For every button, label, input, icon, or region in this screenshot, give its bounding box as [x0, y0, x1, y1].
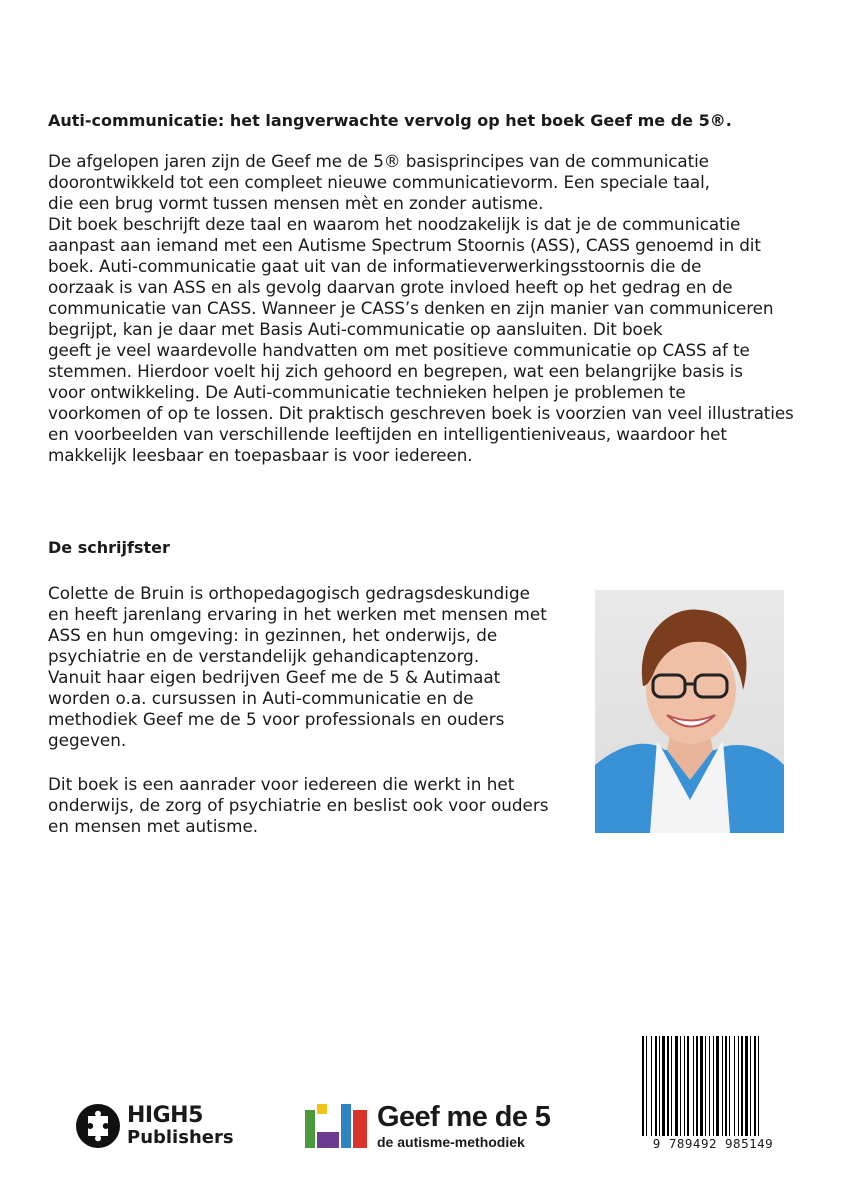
barcode-bar [687, 1036, 689, 1140]
barcode-bar [642, 1036, 644, 1140]
barcode-bar [655, 1036, 657, 1140]
barcode-bar [667, 1036, 669, 1140]
geef-me-de-5-logo [305, 1103, 550, 1149]
barcode-bar [684, 1036, 685, 1140]
barcode-bar [738, 1036, 739, 1140]
high5-publishers-logo [75, 1101, 234, 1151]
barcode-bar [754, 1036, 756, 1140]
barcode-bar [671, 1036, 672, 1140]
barcode-bar [734, 1036, 735, 1140]
barcode-bar [750, 1036, 751, 1140]
barcode-bar [651, 1036, 652, 1140]
barcode-bar [758, 1036, 759, 1140]
barcode-bar [696, 1036, 698, 1140]
colored-blocks-icon [305, 1104, 369, 1148]
barcode-bar [646, 1036, 647, 1140]
barcode-bar [662, 1036, 665, 1140]
geef-logo-line2: de autisme-methodiek [377, 1134, 525, 1150]
barcode-bar [693, 1036, 694, 1140]
barcode-bar [741, 1036, 743, 1140]
barcode-bar [716, 1036, 719, 1140]
barcode-bar [700, 1036, 703, 1140]
barcode-bar [705, 1036, 706, 1140]
geef-logo-line1: Geef me de 5 [377, 1101, 551, 1133]
barcode-bar [675, 1036, 678, 1140]
barcode-bar [725, 1036, 727, 1140]
isbn-number: 9 789492 985149 [638, 1136, 788, 1151]
author-photo [595, 590, 784, 833]
barcode-bar [729, 1036, 730, 1140]
barcode-bar [709, 1036, 710, 1140]
intro-title: Auti-communicatie: het langverwachte vervolg op het boek Geef me de 5®. [48, 111, 732, 130]
puzzle-icon [75, 1103, 121, 1149]
author-bio: Colette de Bruin is orthopedagogisch gedragsdeskundige en heeft jarenlang ervaring in het werken met mensen met ASS en hun omgeving: in gezinnen, het onderwijs, de psychiatrie en de verstandelijk gehandicaptenzorg. Vanuit haar eigen bedrijven Geef me de 5 & Autimaat worden o.a. cursussen in Auti-communicatie en de methodiek Geef me de 5 voor professionals en ouders gegeven. [48, 583, 547, 750]
author-title: De schrijfster [48, 538, 170, 557]
barcode-bar [680, 1036, 681, 1140]
high5-logo-line2: Publishers [127, 1127, 234, 1148]
barcode-bar [722, 1036, 723, 1140]
barcode-bar [659, 1036, 660, 1140]
high5-logo-line1: HIGH5 [127, 1103, 203, 1128]
intro-body: De afgelopen jaren zijn de Geef me de 5® basisprincipes van de communicatie doorontwikkeld tot een compleet nieuwe communicatievorm. Een speciale taal, die een brug vormt tussen mensen mèt en zonder autisme. Dit boek beschrijft deze taal en waarom het noodzakelijk is dat je de communicatie aanpast aan iemand met een Autisme Spectrum Stoornis (ASS), CASS genoemd in dit boek. Auti-communicatie gaat uit van de informatieverwerkingsstoornis die de oorzaak is van ASS en als gevolg daarvan grote invloed heeft op het gedrag en de communicatie van CASS. Wanneer je CASS’s denken en zijn manier van communiceren begrijpt, kan je daar met Basis Auti-communicatie op aansluiten. Dit boek geeft je veel waardevolle handvatten om met positieve communicatie op CASS af te stemmen. Hierdoor voelt hij zich gehoord en begrepen, wat een belangrijke basis is voor ontwikkeling. De Auti-communicatie technieken helpen je problemen te voorkomen of op te lossen. Dit praktisch geschreven boek is voorzien van veel illustraties en voorbeelden van verschillende leeftijden en intelligentieniveaus, waardoor het makkelijk leesbaar en toepasbaar is voor iedereen. [48, 151, 794, 465]
recommendation-text: Dit boek is een aanrader voor iedereen die werkt in het onderwijs, de zorg of psychiatrie en beslist ook voor ouders en mensen met autisme. [48, 774, 549, 836]
barcode-bar [745, 1036, 748, 1140]
barcode-bar [713, 1036, 714, 1140]
